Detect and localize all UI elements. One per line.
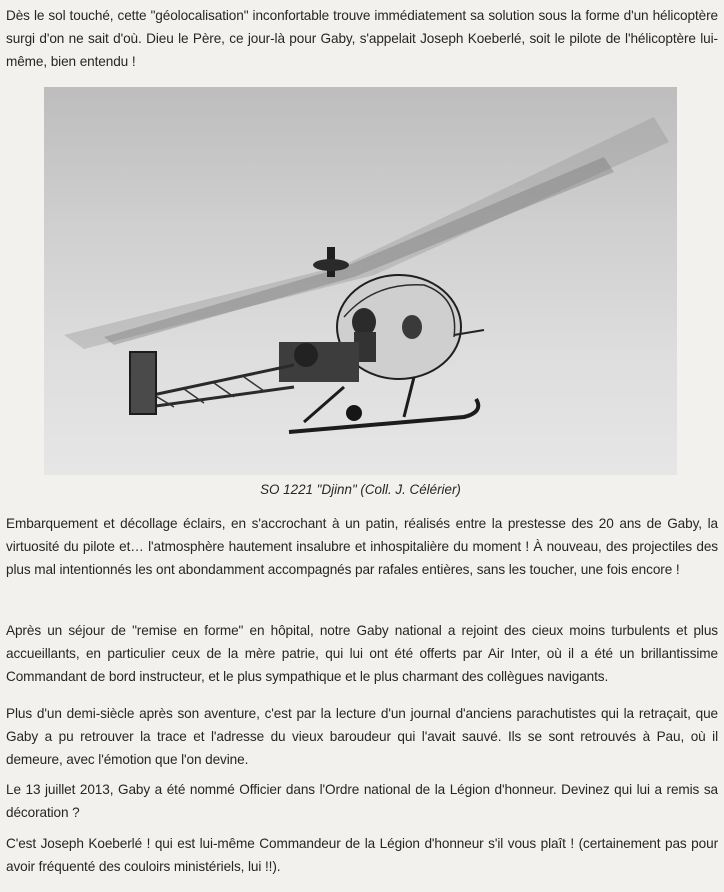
paragraph-2: Après un séjour de "remise en forme" en hôpital, notre Gaby national a rejoint des cieux moins turbulents et plus accueillants, en particulier ceux de la mère patrie, qui lui ont été offerts par Air Inter, où il a été un brillantissime Commandant de bord instructeur, et le plus sympathique et le plus charmant des collègues navigants. [6, 623, 718, 684]
paragraph-4: Le 13 juillet 2013, Gaby a été nommé Officier dans l'Ordre national de la Légion d'honneur. Devinez qui lui a remis sa décoration ? [6, 782, 718, 820]
paragraph-5: C'est Joseph Koeberlé ! qui est lui-même Commandeur de la Légion d'honneur s'il vous plaît ! (certainement pas pour avoir fréquenté des couloirs ministériels, lui !!). [6, 836, 718, 874]
photo-caption: SO 1221 "Djinn" (Coll. J. Célérier) [260, 482, 461, 497]
paragraph-3: Plus d'un demi-siècle après son aventure, c'est par la lecture d'un journal d'anciens parachutistes qui la retraçait, que Gaby a pu retrouver la trace et l'adresse du vieux baroudeur qui l'avait sauvé. Ils se sont retrouvés à Pau, où il demeure, avec l'émotion que l'on devine. [6, 706, 718, 767]
paragraph-1: Embarquement et décollage éclairs, en s'accrochant à un patin, réalisés entre la prestesse des 20 ans de Gaby, la virtuosité du pilote et… l'atmosphère hautement insalubre et inhospitalière du moment ! À nouveau, des projectiles des plus mal intentionnés les ont abondamment accompagnés par rafales entières, sans les toucher, une fois encore ! [6, 516, 718, 577]
helicopter-photo [44, 87, 677, 475]
helicopter-illustration [44, 87, 677, 475]
intro-paragraph: Dès le sol touché, cette "géolocalisation" inconfortable trouve immédiatement sa solution sous la forme d'un hélicoptère surgi d'on ne sait d'où. Dieu le Père, ce jour-là pour Gaby, s'appelait Joseph Koeberlé, soit le pilote de l'hélicoptère lui-même, bien entendu ! [6, 8, 718, 69]
